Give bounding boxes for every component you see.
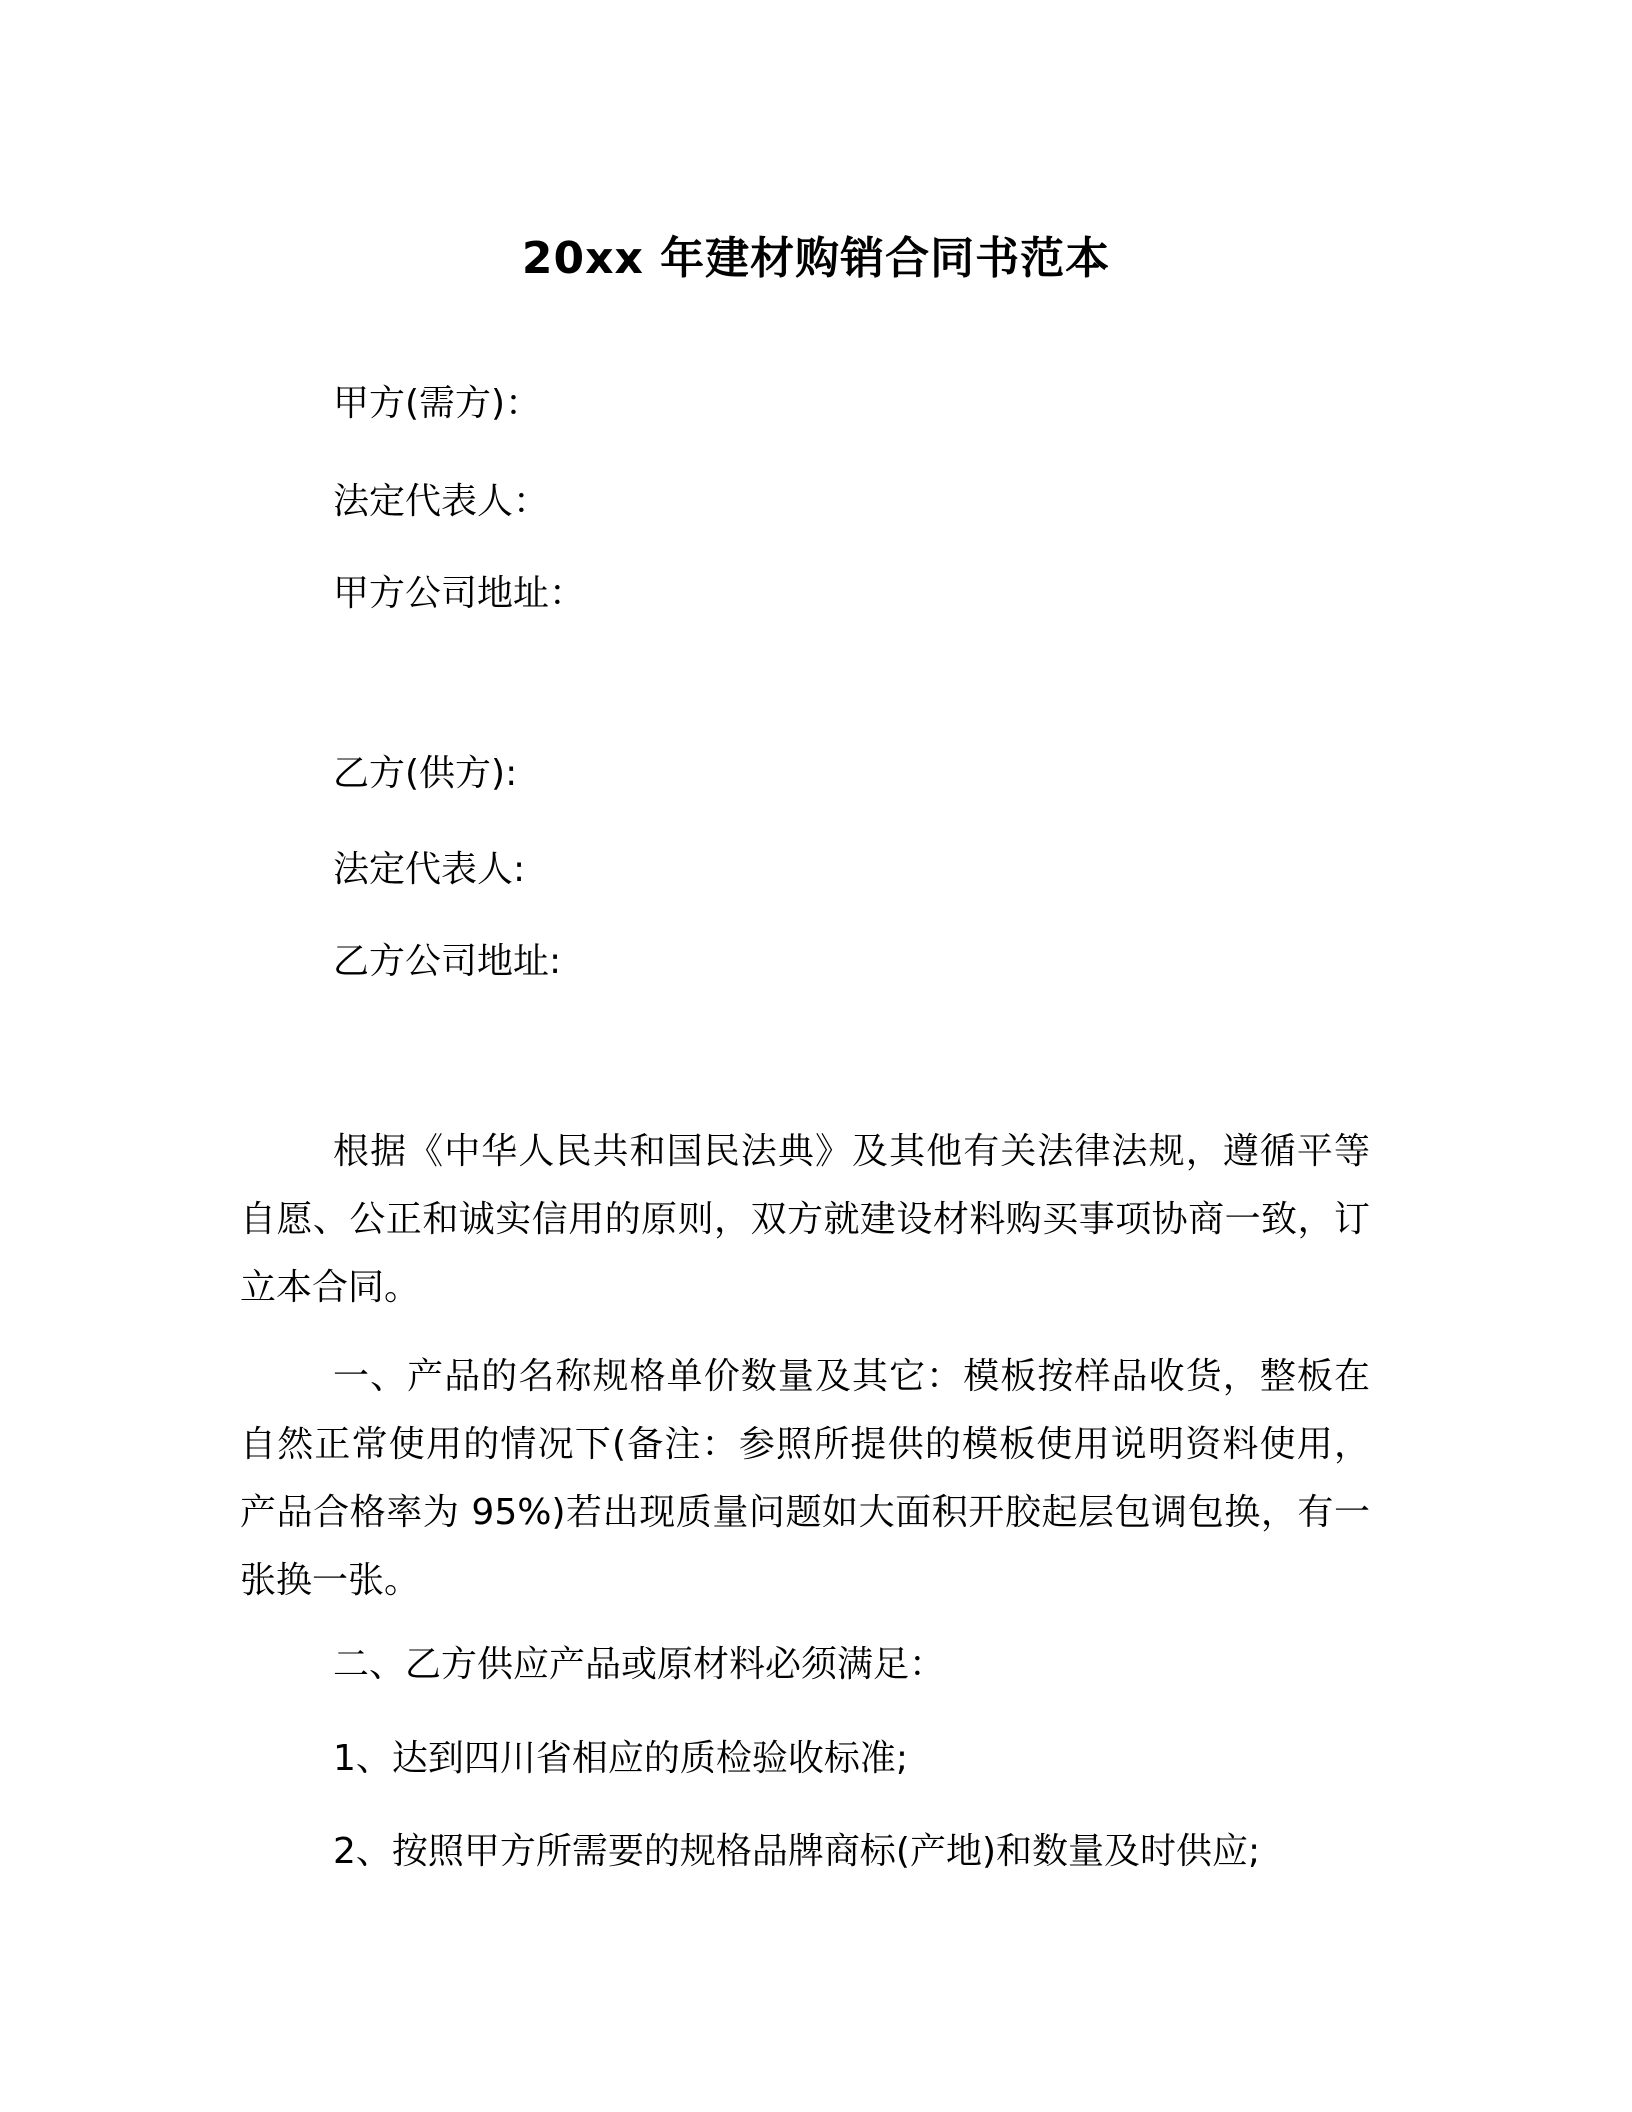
party-a-label: 甲方(需方)： <box>333 383 542 424</box>
party-b-representative: 法定代表人: <box>333 849 526 890</box>
party-b-label: 乙方(供方): <box>333 753 518 794</box>
party-a-representative: 法定代表人： <box>333 481 550 522</box>
clause-2-heading: 二、乙方供应产品或原材料必须满足： <box>333 1644 946 1685</box>
clause-1-paragraph: 一、产品的名称规格单价数量及其它：模板按样品收货，整板在自然正常使用的情况下(备注：参照所提供的模板使用说明资料使用，产品合格率为 95%)若出现质量问题如大面积开胶起层包调包换，有一张换一张。 <box>240 1356 1370 1601</box>
clause-2-item-1: 1、达到四川省相应的质检验收标准; <box>333 1738 909 1779</box>
party-a-address: 甲方公司地址： <box>333 573 586 614</box>
party-b-address: 乙方公司地址: <box>333 941 562 982</box>
intro-paragraph: 根据《中华人民共和国民法典》及其他有关法律法规，遵循平等自愿、公正和诚实信用的原则，双方就建设材料购买事项协商一致，订立本合同。 <box>240 1131 1370 1308</box>
document-title: 20xx 年建材购销合同书范本 <box>521 233 1111 284</box>
clause-2-item-2: 2、按照甲方所需要的规格品牌商标(产地)和数量及时供应; <box>333 1831 1261 1872</box>
